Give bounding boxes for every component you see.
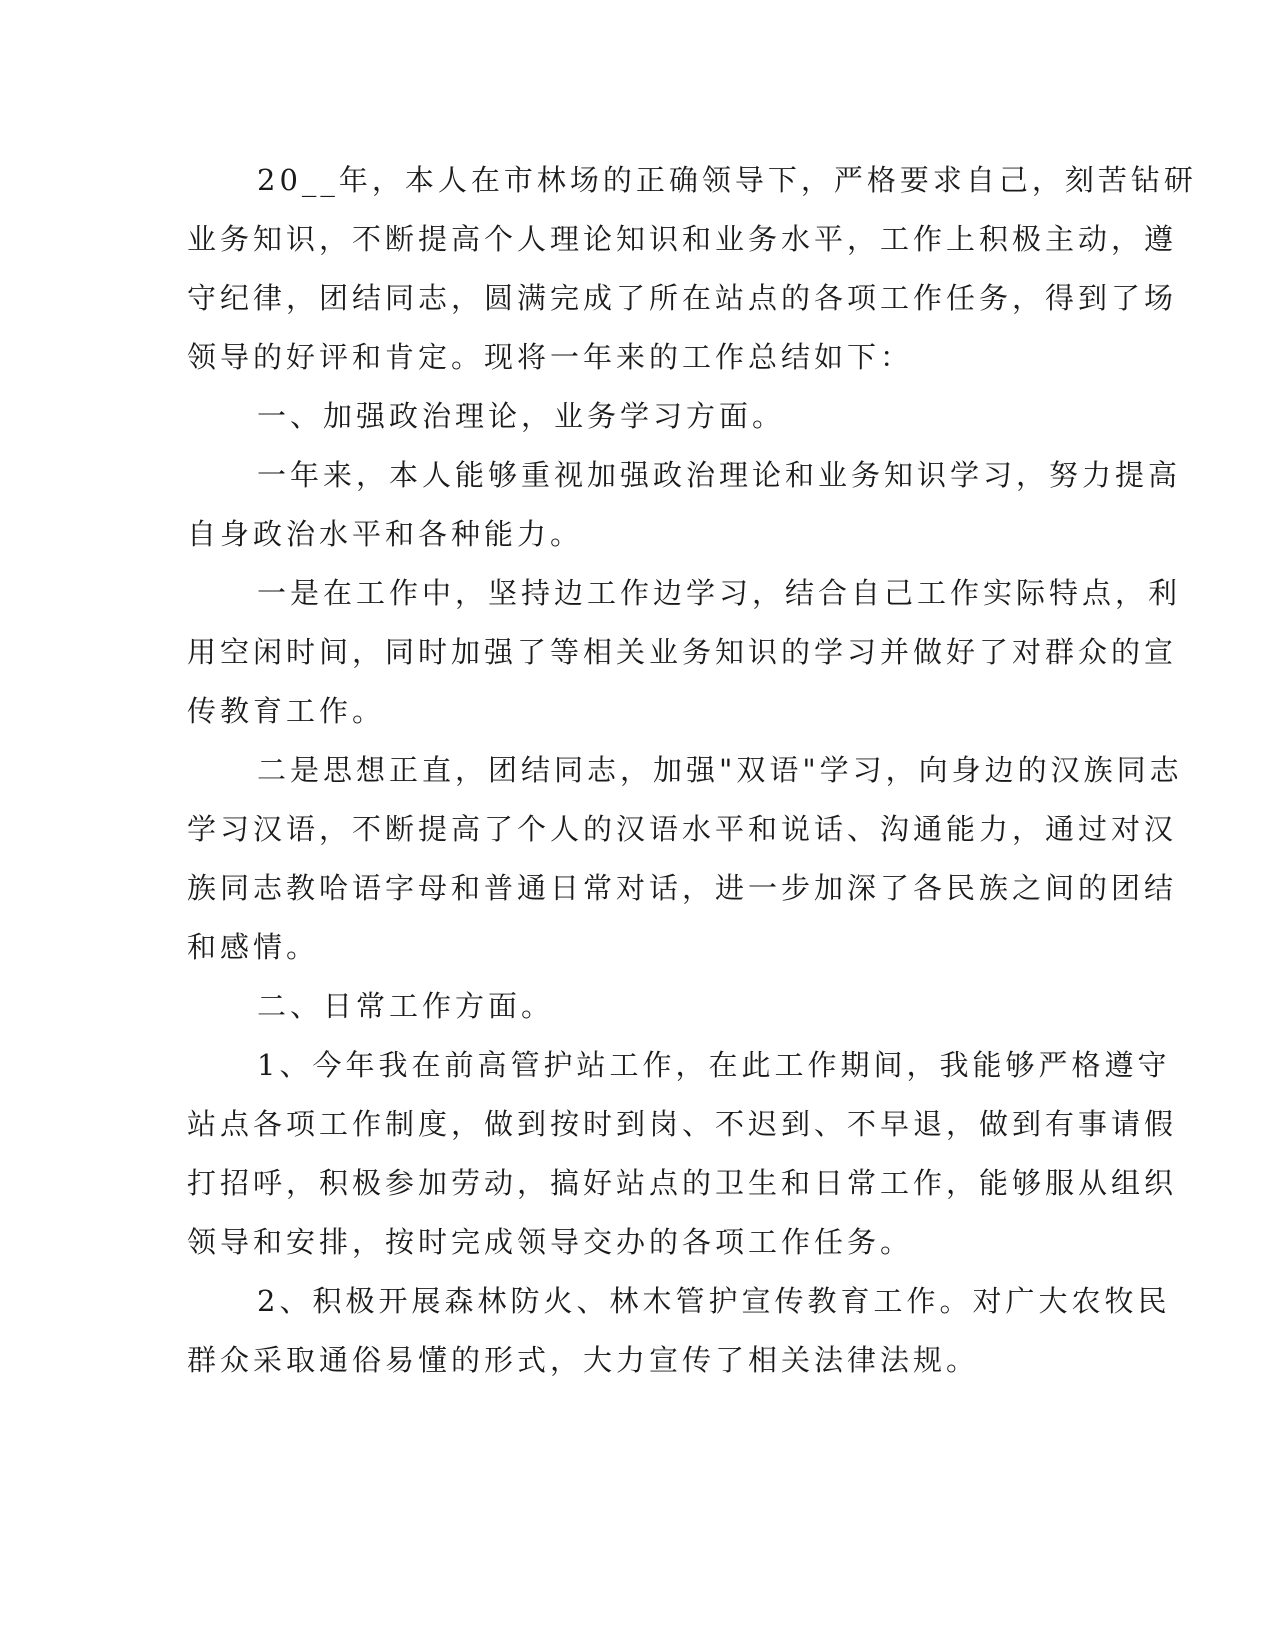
text-line: 领导的好评和肯定。现将一年来的工作总结如下： [187,340,914,374]
section-heading: 二、日常工作方面。 [257,989,555,1023]
text-line: 一是在工作中，坚持边工作边学习，结合自己工作实际特点，利 [257,576,1182,610]
text-line: 2、积极开展森林防火、林木管护宣传教育工作。对广大农牧民 [257,1284,1171,1318]
text-line: 学习汉语，不断提高了个人的汉语水平和说话、沟通能力，通过对汉 [187,812,1178,846]
text-line: 站点各项工作制度，做到按时到岗、不迟到、不早退，做到有事请假 [187,1107,1178,1141]
text-line: 用空闲时间，同时加强了等相关业务知识的学习并做好了对群众的宣 [187,635,1178,669]
text-line: 传教育工作。 [187,694,386,728]
text-line: 和感情。 [187,930,320,964]
text-line: 1、今年我在前高管护站工作，在此工作期间，我能够严格遵守 [257,1048,1171,1082]
text-line: 领导和安排，按时完成领导交办的各项工作任务。 [187,1225,914,1259]
text-line: 二是思想正直，团结同志，加强"双语"学习，向身边的汉族同志 [257,753,1183,787]
text-line: 打招呼，积极参加劳动，搞好站点的卫生和日常工作，能够服从组织 [187,1166,1178,1200]
text-line: 群众采取通俗易懂的形式，大力宣传了相关法律法规。 [187,1343,980,1377]
section-heading: 一、加强政治理论，业务学习方面。 [257,399,786,433]
text-line: 业务知识，不断提高个人理论知识和业务水平，工作上积极主动，遵 [187,222,1178,256]
text-line: 族同志教哈语字母和普通日常对话，进一步加深了各民族之间的团结 [187,871,1178,905]
text-line: 自身政治水平和各种能力。 [187,517,584,551]
text-line: 20__年，本人在市林场的正确领导下，严格要求自己，刻苦钻研 [257,163,1197,197]
text-line: 一年来，本人能够重视加强政治理论和业务知识学习，努力提高 [257,458,1182,492]
text-line: 守纪律，团结同志，圆满完成了所在站点的各项工作任务，得到了场 [187,281,1178,315]
